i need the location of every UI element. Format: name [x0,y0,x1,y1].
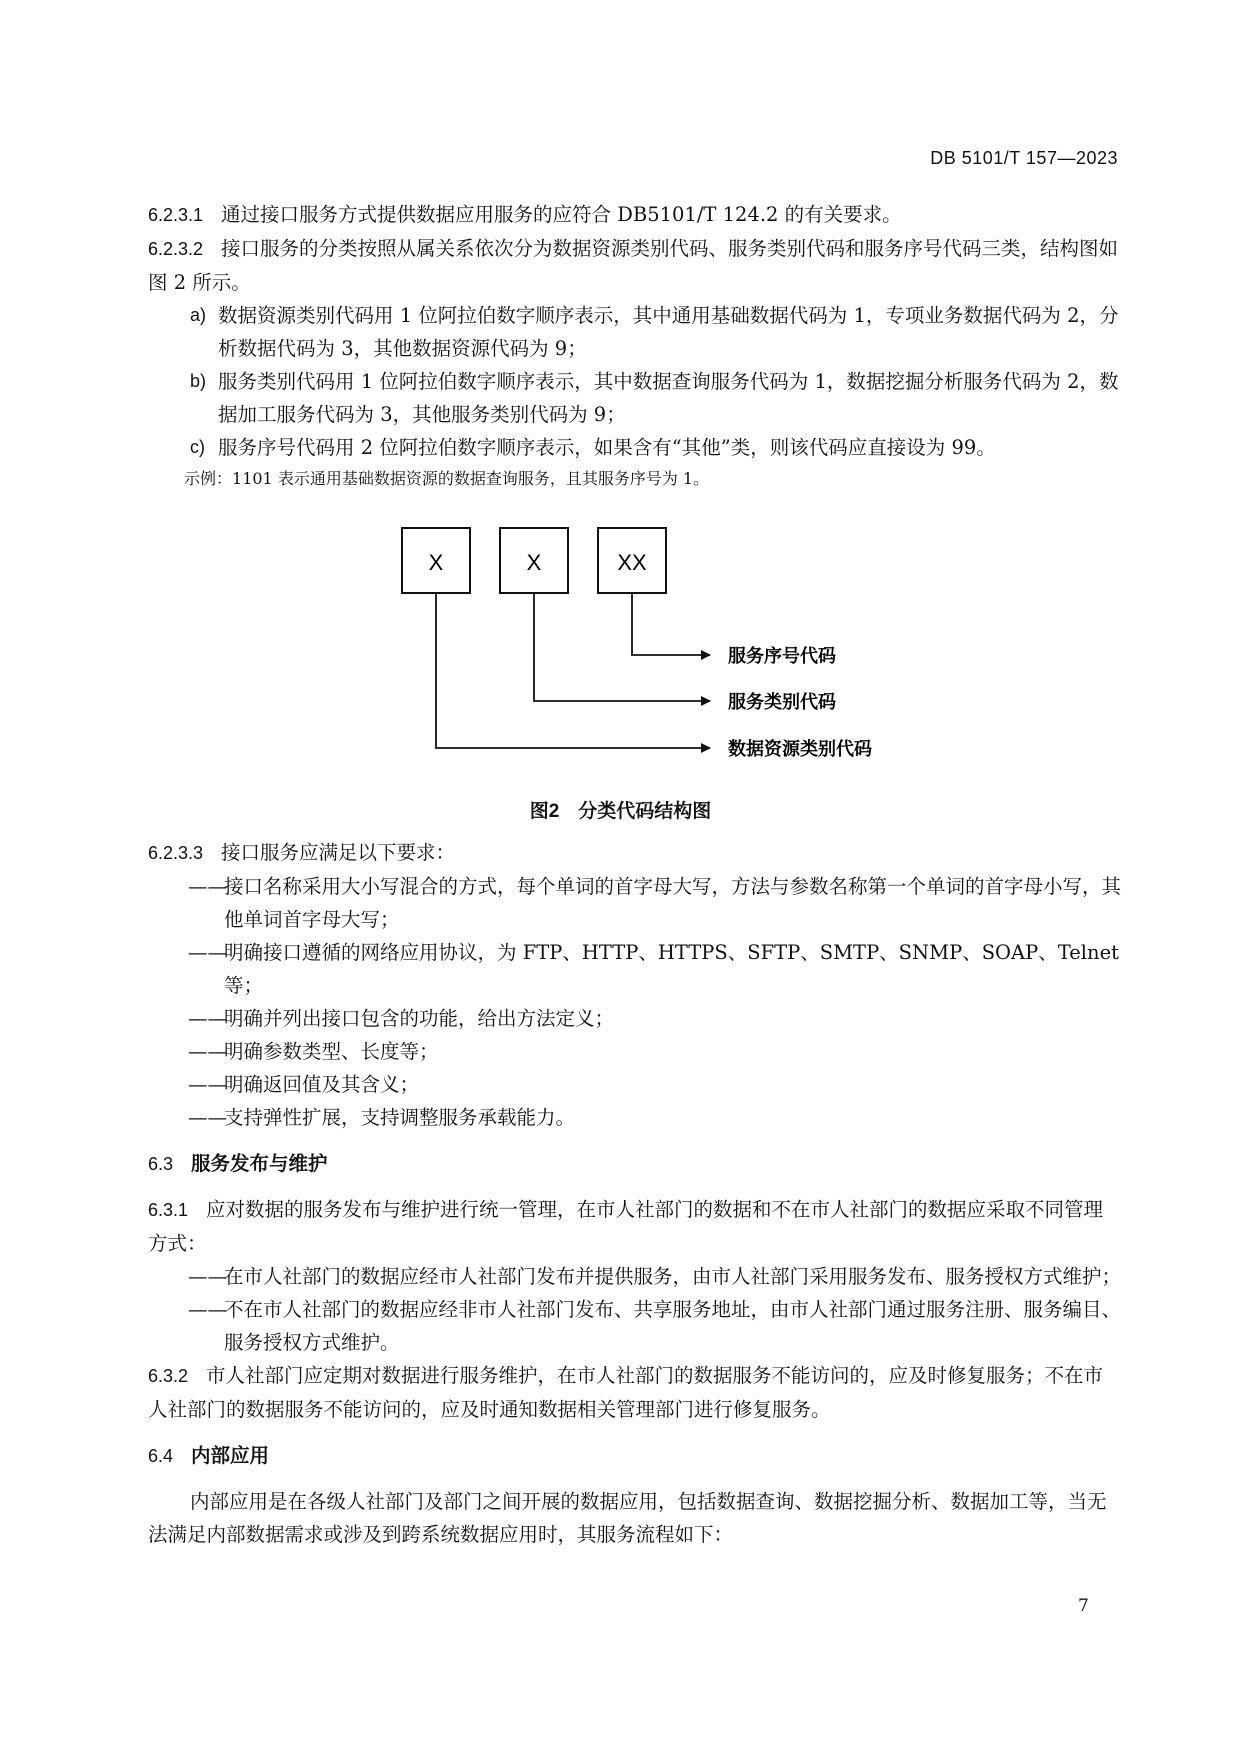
clause-6-2-3-1 [148,198,1122,232]
example-text: 1101 表示通用基础数据资源的数据查询服务，且其服务序号为 1。 [232,469,710,488]
clause-6-3-1 [148,1193,1122,1260]
clause-text: 接口服务的分类按照从属关系依次分为数据资源类别代码、服务类别代码和服务序号代码三类，结构图如图 2 所示。 [148,237,1119,294]
clause-number: 6.3.1 [148,1200,189,1220]
list-text: 服务序号代码用 2 位阿拉伯数字顺序表示，如果含有“其他”类，则该代码应直接设为 99。 [218,436,996,459]
section-6-4-heading [148,1440,1122,1473]
dash-mark: —— [188,1073,227,1096]
dash-mark: —— [188,1265,227,1288]
dash-mark: —— [188,1298,227,1321]
list-label: c) [190,437,205,457]
section-number: 6.3 [148,1154,174,1174]
clause-number: 6.3.2 [148,1366,189,1386]
requirement-text: 明确接口遵循的网络应用协议，为 FTP、HTTP、HTTPS、SFTP、SMTP、SNMP、SOAP、Telnet 等； [224,941,1119,997]
resource-code-label: 数据资源类别代码 [728,739,872,759]
section-title: 内部应用 [191,1445,270,1467]
sequence-code-connector [632,593,710,655]
service-type-label: 服务类别代码 [728,692,836,712]
clause-number: 6.2.3.1 [148,205,204,225]
clause-number: 6.2.3.3 [148,843,204,863]
requirement-item [148,936,1122,1002]
clause-6-3-2 [148,1359,1122,1426]
clause-6-2-3-3 [148,836,1122,870]
list-item-c [148,431,1122,464]
list-label: a) [190,305,207,325]
page-number: 7 [1078,1596,1089,1616]
sequence-code-label: 服务序号代码 [728,646,836,666]
document-id-header: DB 5101/T 157—2023 [930,148,1118,168]
section-6-3-heading [148,1148,1122,1181]
body-text [148,198,1122,1551]
requirement-text: 支持弹性扩展，支持调整服务承载能力。 [224,1106,576,1129]
dash-mark: —— [188,941,227,964]
section-number: 6.4 [148,1446,174,1466]
box-label: X [428,550,444,575]
dash-mark: —— [188,1040,227,1063]
box-label: XX [617,550,647,575]
list-text: 数据资源类别代码用 1 位阿拉伯数字顺序表示，其中通用基础数据代码为 1，专项业务数据代码为 2，分析数据代码为 3，其他数据资源代码为 9； [218,304,1119,360]
list-text: 服务类别代码用 1 位阿拉伯数字顺序表示，其中数据查询服务代码为 1，数据挖掘分析服务代码为 2，数据加工服务代码为 3，其他服务类别代码为 9； [218,370,1119,426]
requirement-item [148,1002,1122,1035]
management-text: 不在市人社部门的数据应经非市人社部门发布、共享服务地址，由市人社部门通过服务注册、服务编目、服务授权方式维护。 [224,1298,1122,1354]
requirement-item [148,1101,1122,1134]
service-type-connector [534,593,710,701]
clause-number: 6.2.3.2 [148,239,204,259]
requirement-text: 明确并列出接口包含的功能，给出方法定义； [224,1007,615,1030]
clause-text: 市人社部门应定期对数据进行服务维护，在市人社部门的数据服务不能访问的，应及时修复服务；不在市人社部门的数据服务不能访问的，应及时通知数据相关管理部门进行修复服务。 [148,1364,1104,1421]
code-structure-diagram [0,520,1241,820]
figure-caption: 图2 分类代码结构图 [529,801,712,822]
clause-text: 应对数据的服务发布与维护进行统一管理，在市人社部门的数据和不在市人社部门的数据应采取不同管理方式： [148,1198,1104,1255]
section-title: 服务发布与维护 [191,1153,328,1175]
requirement-text: 接口名称采用大小写混合的方式，每个单词的首字母大写，方法与参数名称第一个单词的首字母小写，其他单词首字母大写； [224,875,1122,931]
list-label: b) [190,371,207,391]
example-note [184,466,1122,493]
list-item-b [148,365,1122,431]
dash-mark: —— [188,875,227,898]
management-item [148,1293,1122,1359]
management-item [148,1260,1122,1293]
box-label: X [526,550,542,575]
dash-mark: —— [188,1106,227,1129]
example-label: 示例： [184,471,233,488]
clause-text: 接口服务应满足以下要求： [221,841,456,864]
requirement-text: 明确参数类型、长度等； [224,1040,439,1063]
clause-6-2-3-2 [148,232,1122,299]
management-text: 在市人社部门的数据应经市人社部门发布并提供服务，由市人社部门采用服务发布、服务授权方式维护； [224,1265,1122,1288]
list-item-a [148,299,1122,365]
requirement-text: 明确返回值及其含义； [224,1073,420,1096]
resource-code-connector [436,593,710,748]
section-6-4-paragraph: 内部应用是在各级人社部门及部门之间开展的数据应用，包括数据查询、数据挖掘分析、数据加工等，当无法满足内部数据需求或涉及到跨系统数据应用时，其服务流程如下： [148,1490,1107,1546]
clause-text: 通过接口服务方式提供数据应用服务的应符合 DB5101/T 124.2 的有关要求。 [221,203,902,226]
requirement-item [148,870,1122,936]
dash-mark: —— [188,1007,227,1030]
requirement-item [148,1035,1122,1068]
requirement-item [148,1068,1122,1101]
